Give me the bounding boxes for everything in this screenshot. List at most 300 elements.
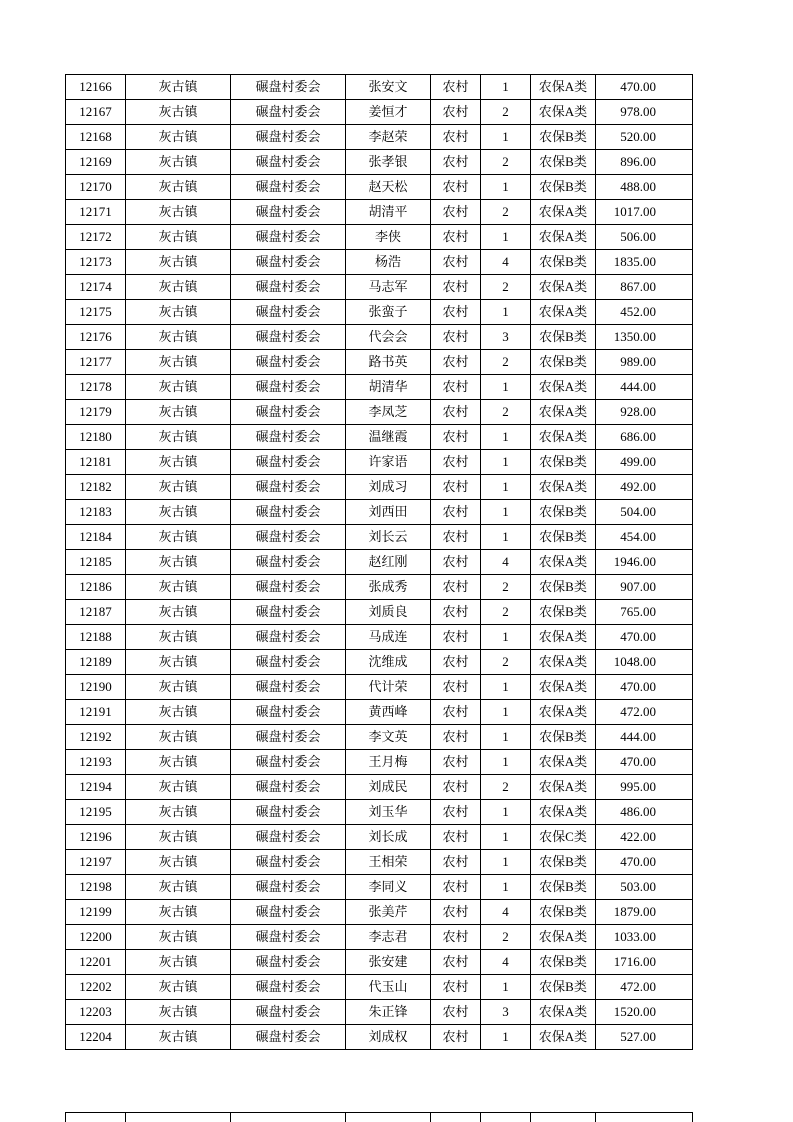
table-cell-member_count: 2: [481, 400, 531, 425]
table-cell-town: 灰古镇: [126, 800, 231, 825]
table-cell-member_count: 1: [481, 500, 531, 525]
table-cell-amount: 499.00: [596, 450, 693, 475]
table-cell-id: 12194: [66, 775, 126, 800]
table-cell-town: 灰古镇: [126, 550, 231, 575]
table-cell-member_count: 4: [481, 900, 531, 925]
table-cell-household_type: 农村: [431, 700, 481, 725]
table-cell-village: 碾盘村委会: [231, 400, 346, 425]
table-cell-amount: 444.00: [596, 725, 693, 750]
table-cell-person_name: 李凤芝: [346, 400, 431, 425]
table-row: [66, 75, 693, 100]
table-cell-id: 12185: [66, 550, 126, 575]
table-cell-amount: 978.00: [596, 100, 693, 125]
table-cell-person_name: 刘成民: [346, 775, 431, 800]
table-row: [66, 325, 693, 350]
table-cell-person_name: 刘西田: [346, 500, 431, 525]
table-cell-insurance_category: 农保B类: [531, 450, 596, 475]
table-cell-id: 12196: [66, 825, 126, 850]
table-cell-insurance_category: 农保B类: [531, 875, 596, 900]
table-cell-household_type: 农村: [431, 550, 481, 575]
table-cell-member_count: 3: [481, 325, 531, 350]
table-cell-person_name: 张成秀: [346, 575, 431, 600]
table-cell-id: 12187: [66, 600, 126, 625]
table-cell-household_type: 农村: [431, 200, 481, 225]
table-cell-insurance_category: 农保B类: [531, 725, 596, 750]
table-cell-person_name: 许家语: [346, 450, 431, 475]
table-cell-id: 12198: [66, 875, 126, 900]
table-cell-village: 碾盘村委会: [231, 125, 346, 150]
table-cell-town: 灰古镇: [126, 900, 231, 925]
table-cell-member_count: 1: [481, 675, 531, 700]
table-cell-household_type: 农村: [431, 825, 481, 850]
table-cell-town: 灰古镇: [126, 250, 231, 275]
table-cell-amount: 470.00: [596, 75, 693, 100]
table-cell-village: 碾盘村委会: [231, 200, 346, 225]
table-cell-insurance_category: 农保A类: [531, 550, 596, 575]
table-cell-member_count: 1: [481, 625, 531, 650]
table-cell: [431, 1113, 481, 1122]
table-row: [66, 950, 693, 975]
table-row: [66, 425, 693, 450]
table-cell-amount: 454.00: [596, 525, 693, 550]
table-cell-amount: 1350.00: [596, 325, 693, 350]
table-row: [66, 500, 693, 525]
table-cell-member_count: 1: [481, 875, 531, 900]
table-cell-amount: 470.00: [596, 625, 693, 650]
table-cell-amount: 503.00: [596, 875, 693, 900]
table-cell-village: 碾盘村委会: [231, 350, 346, 375]
table-cell-village: 碾盘村委会: [231, 925, 346, 950]
table-cell-town: 灰古镇: [126, 125, 231, 150]
table-cell-town: 灰古镇: [126, 875, 231, 900]
table-cell-id: 12172: [66, 225, 126, 250]
table-cell-insurance_category: 农保B类: [531, 850, 596, 875]
table-cell-town: 灰古镇: [126, 600, 231, 625]
table-cell-village: 碾盘村委会: [231, 150, 346, 175]
table-cell-town: 灰古镇: [126, 750, 231, 775]
table-cell-amount: 1033.00: [596, 925, 693, 950]
table-cell-id: 12170: [66, 175, 126, 200]
table-cell-person_name: 代会会: [346, 325, 431, 350]
table-row: [66, 925, 693, 950]
table-row: [66, 675, 693, 700]
table-cell-town: 灰古镇: [126, 150, 231, 175]
table-row: [66, 1113, 693, 1122]
table-cell-household_type: 农村: [431, 250, 481, 275]
table-cell-member_count: 1: [481, 525, 531, 550]
table-cell-member_count: 1: [481, 175, 531, 200]
table-cell-amount: 506.00: [596, 225, 693, 250]
table-cell-town: 灰古镇: [126, 825, 231, 850]
table-cell-household_type: 农村: [431, 950, 481, 975]
table-cell-insurance_category: 农保A类: [531, 625, 596, 650]
table-cell-id: 12173: [66, 250, 126, 275]
table-cell-town: 灰古镇: [126, 525, 231, 550]
table-cell-household_type: 农村: [431, 300, 481, 325]
table-cell-amount: 492.00: [596, 475, 693, 500]
table-row: [66, 575, 693, 600]
table-cell-id: 12169: [66, 150, 126, 175]
table-row: [66, 275, 693, 300]
table-cell-village: 碾盘村委会: [231, 575, 346, 600]
table-cell-amount: 488.00: [596, 175, 693, 200]
table-cell-household_type: 农村: [431, 275, 481, 300]
table-cell-village: 碾盘村委会: [231, 775, 346, 800]
table-cell-amount: 470.00: [596, 850, 693, 875]
table-cell-amount: 444.00: [596, 375, 693, 400]
table-cell-household_type: 农村: [431, 675, 481, 700]
table-cell: [126, 1113, 231, 1122]
table-cell-id: 12200: [66, 925, 126, 950]
table-cell-amount: 1520.00: [596, 1000, 693, 1025]
table-cell-town: 灰古镇: [126, 575, 231, 600]
table-cell-village: 碾盘村委会: [231, 600, 346, 625]
table-cell-amount: 995.00: [596, 775, 693, 800]
table-cell-village: 碾盘村委会: [231, 275, 346, 300]
table-cell-amount: 1835.00: [596, 250, 693, 275]
table-cell-member_count: 1: [481, 425, 531, 450]
table-cell-village: 碾盘村委会: [231, 875, 346, 900]
table-cell-village: 碾盘村委会: [231, 375, 346, 400]
table-cell-town: 灰古镇: [126, 1025, 231, 1050]
table-cell-town: 灰古镇: [126, 975, 231, 1000]
table-cell-id: 12175: [66, 300, 126, 325]
table-cell-household_type: 农村: [431, 725, 481, 750]
table-cell-id: 12188: [66, 625, 126, 650]
table-cell-household_type: 农村: [431, 350, 481, 375]
table-cell-id: 12186: [66, 575, 126, 600]
table-cell-town: 灰古镇: [126, 200, 231, 225]
table-cell-member_count: 2: [481, 350, 531, 375]
table-row: [66, 700, 693, 725]
table-cell-amount: 989.00: [596, 350, 693, 375]
table-cell-amount: 470.00: [596, 750, 693, 775]
table-cell-member_count: 2: [481, 200, 531, 225]
table-cell-town: 灰古镇: [126, 1000, 231, 1025]
table-cell-town: 灰古镇: [126, 425, 231, 450]
table-cell-town: 灰古镇: [126, 225, 231, 250]
table-cell-household_type: 农村: [431, 500, 481, 525]
table-cell-member_count: 2: [481, 600, 531, 625]
table-cell-person_name: 刘长云: [346, 525, 431, 550]
table-cell-insurance_category: 农保A类: [531, 275, 596, 300]
table-cell-amount: 907.00: [596, 575, 693, 600]
table-cell: [596, 1113, 693, 1122]
table-row: [66, 975, 693, 1000]
table-cell-id: 12168: [66, 125, 126, 150]
table-cell-village: 碾盘村委会: [231, 225, 346, 250]
table-cell-insurance_category: 农保B类: [531, 600, 596, 625]
table-cell-village: 碾盘村委会: [231, 500, 346, 525]
table-cell-insurance_category: 农保B类: [531, 350, 596, 375]
table-row: [66, 1025, 693, 1050]
table-cell: [231, 1113, 346, 1122]
partial-row-table: [65, 1112, 693, 1122]
table-cell-member_count: 2: [481, 275, 531, 300]
table-cell-member_count: 4: [481, 550, 531, 575]
table-cell-town: 灰古镇: [126, 625, 231, 650]
table-cell-member_count: 4: [481, 250, 531, 275]
table-cell-amount: 867.00: [596, 275, 693, 300]
table-cell-insurance_category: 农保A类: [531, 1000, 596, 1025]
table-cell-insurance_category: 农保A类: [531, 425, 596, 450]
table-row: [66, 250, 693, 275]
table-cell-id: 12190: [66, 675, 126, 700]
table-cell-person_name: 李同义: [346, 875, 431, 900]
table-cell-town: 灰古镇: [126, 775, 231, 800]
table-cell-insurance_category: 农保A类: [531, 750, 596, 775]
table-cell-village: 碾盘村委会: [231, 1025, 346, 1050]
table-cell-insurance_category: 农保A类: [531, 800, 596, 825]
table-cell-person_name: 路书英: [346, 350, 431, 375]
table-cell-member_count: 1: [481, 475, 531, 500]
table-cell-household_type: 农村: [431, 475, 481, 500]
table-cell-id: 12183: [66, 500, 126, 525]
table-cell-village: 碾盘村委会: [231, 750, 346, 775]
table-cell-insurance_category: 农保A类: [531, 300, 596, 325]
table-cell-member_count: 1: [481, 700, 531, 725]
table-cell-amount: 1879.00: [596, 900, 693, 925]
table-cell-member_count: 1: [481, 850, 531, 875]
table-cell-town: 灰古镇: [126, 375, 231, 400]
table-cell-person_name: 赵天松: [346, 175, 431, 200]
table-cell-village: 碾盘村委会: [231, 1000, 346, 1025]
table-cell-person_name: 代计荣: [346, 675, 431, 700]
table-row: [66, 200, 693, 225]
table-cell-member_count: 1: [481, 725, 531, 750]
table-cell-village: 碾盘村委会: [231, 450, 346, 475]
table-cell-insurance_category: 农保B类: [531, 325, 596, 350]
table-row: [66, 550, 693, 575]
table-cell-id: 12192: [66, 725, 126, 750]
table-cell-village: 碾盘村委会: [231, 425, 346, 450]
table-cell-town: 灰古镇: [126, 700, 231, 725]
table-cell-member_count: 2: [481, 925, 531, 950]
table-cell-id: 12179: [66, 400, 126, 425]
table-cell-amount: 527.00: [596, 1025, 693, 1050]
table-cell-household_type: 农村: [431, 625, 481, 650]
table-cell-member_count: 2: [481, 150, 531, 175]
table-cell-member_count: 1: [481, 125, 531, 150]
table-cell-person_name: 代玉山: [346, 975, 431, 1000]
table-cell-insurance_category: 农保A类: [531, 700, 596, 725]
table-cell-household_type: 农村: [431, 925, 481, 950]
payment-table: [65, 74, 693, 1050]
table-cell-id: 12195: [66, 800, 126, 825]
table-cell-village: 碾盘村委会: [231, 300, 346, 325]
table-cell-village: 碾盘村委会: [231, 475, 346, 500]
table-cell-amount: 686.00: [596, 425, 693, 450]
table-cell-household_type: 农村: [431, 125, 481, 150]
table-cell-household_type: 农村: [431, 750, 481, 775]
table-cell-household_type: 农村: [431, 225, 481, 250]
table-cell-insurance_category: 农保A类: [531, 400, 596, 425]
table-row: [66, 750, 693, 775]
table-cell-village: 碾盘村委会: [231, 950, 346, 975]
table-cell-household_type: 农村: [431, 875, 481, 900]
table-row: [66, 100, 693, 125]
table-cell-id: 12180: [66, 425, 126, 450]
next-page-partial-row: [65, 1112, 693, 1122]
table-cell-village: 碾盘村委会: [231, 825, 346, 850]
table-cell-person_name: 张蛮子: [346, 300, 431, 325]
table-cell-person_name: 张孝银: [346, 150, 431, 175]
table-cell-insurance_category: 农保B类: [531, 125, 596, 150]
table-cell-amount: 452.00: [596, 300, 693, 325]
table-cell-insurance_category: 农保A类: [531, 775, 596, 800]
table-cell-household_type: 农村: [431, 975, 481, 1000]
table-cell-household_type: 农村: [431, 900, 481, 925]
table-cell-person_name: 杨浩: [346, 250, 431, 275]
table-cell-household_type: 农村: [431, 1000, 481, 1025]
table-cell-village: 碾盘村委会: [231, 625, 346, 650]
table-cell-insurance_category: 农保A类: [531, 675, 596, 700]
table-cell-village: 碾盘村委会: [231, 650, 346, 675]
table-cell-village: 碾盘村委会: [231, 725, 346, 750]
table-cell-member_count: 1: [481, 1025, 531, 1050]
table-cell-member_count: 1: [481, 375, 531, 400]
table-row: [66, 600, 693, 625]
table-cell-member_count: 3: [481, 1000, 531, 1025]
table-cell-town: 灰古镇: [126, 175, 231, 200]
table-cell-id: 12171: [66, 200, 126, 225]
table-cell-household_type: 农村: [431, 850, 481, 875]
table-cell-person_name: 温继霞: [346, 425, 431, 450]
table-cell-person_name: 李赵荣: [346, 125, 431, 150]
table-cell-amount: 1946.00: [596, 550, 693, 575]
table-cell-amount: 1017.00: [596, 200, 693, 225]
table-cell-household_type: 农村: [431, 150, 481, 175]
table-cell-household_type: 农村: [431, 450, 481, 475]
table-cell-person_name: 李志君: [346, 925, 431, 950]
table-cell-household_type: 农村: [431, 575, 481, 600]
table-cell-insurance_category: 农保B类: [531, 950, 596, 975]
table-cell-id: 12201: [66, 950, 126, 975]
table-cell-insurance_category: 农保B类: [531, 900, 596, 925]
table-cell-id: 12174: [66, 275, 126, 300]
table-cell-insurance_category: 农保B类: [531, 575, 596, 600]
table-cell-person_name: 马志军: [346, 275, 431, 300]
table-cell-insurance_category: 农保B类: [531, 975, 596, 1000]
table-cell-town: 灰古镇: [126, 350, 231, 375]
table-cell-person_name: 张安建: [346, 950, 431, 975]
table-cell-member_count: 2: [481, 575, 531, 600]
table-cell-person_name: 赵红刚: [346, 550, 431, 575]
table-cell-amount: 472.00: [596, 700, 693, 725]
table-cell-household_type: 农村: [431, 325, 481, 350]
table-cell-village: 碾盘村委会: [231, 975, 346, 1000]
table-cell-village: 碾盘村委会: [231, 900, 346, 925]
table-cell-town: 灰古镇: [126, 75, 231, 100]
table-cell-amount: 928.00: [596, 400, 693, 425]
table-cell-insurance_category: 农保A类: [531, 225, 596, 250]
table-cell: [481, 1113, 531, 1122]
table-cell-insurance_category: 农保A类: [531, 75, 596, 100]
table-row: [66, 825, 693, 850]
table-cell-village: 碾盘村委会: [231, 550, 346, 575]
table-cell-household_type: 农村: [431, 800, 481, 825]
table-cell-person_name: 胡清平: [346, 200, 431, 225]
table-cell-village: 碾盘村委会: [231, 250, 346, 275]
table-cell-village: 碾盘村委会: [231, 700, 346, 725]
table-cell-household_type: 农村: [431, 650, 481, 675]
table-cell-person_name: 朱正锋: [346, 1000, 431, 1025]
table-cell-amount: 1716.00: [596, 950, 693, 975]
table-cell-village: 碾盘村委会: [231, 525, 346, 550]
table-cell-town: 灰古镇: [126, 450, 231, 475]
table-cell-insurance_category: 农保A类: [531, 1025, 596, 1050]
table-cell-amount: 470.00: [596, 675, 693, 700]
table-cell-id: 12193: [66, 750, 126, 775]
table-cell-member_count: 1: [481, 75, 531, 100]
table-cell-id: 12184: [66, 525, 126, 550]
table-cell-insurance_category: 农保B类: [531, 150, 596, 175]
table-cell-amount: 504.00: [596, 500, 693, 525]
table-row: [66, 650, 693, 675]
table-cell-insurance_category: 农保A类: [531, 375, 596, 400]
table-cell-member_count: 1: [481, 225, 531, 250]
table-row: [66, 725, 693, 750]
table-cell-person_name: 王相荣: [346, 850, 431, 875]
table-cell-person_name: 王月梅: [346, 750, 431, 775]
table-cell-member_count: 1: [481, 825, 531, 850]
table-cell-household_type: 农村: [431, 400, 481, 425]
table-row: [66, 875, 693, 900]
table-cell-household_type: 农村: [431, 525, 481, 550]
table-cell-village: 碾盘村委会: [231, 100, 346, 125]
table-cell-insurance_category: 农保A类: [531, 100, 596, 125]
table-cell-person_name: 李文英: [346, 725, 431, 750]
table-cell-person_name: 刘长成: [346, 825, 431, 850]
table-cell-amount: 896.00: [596, 150, 693, 175]
table-cell-member_count: 1: [481, 800, 531, 825]
table-cell-id: 12204: [66, 1025, 126, 1050]
table-cell-town: 灰古镇: [126, 275, 231, 300]
table-cell-id: 12197: [66, 850, 126, 875]
table-cell-amount: 486.00: [596, 800, 693, 825]
table-cell-insurance_category: 农保C类: [531, 825, 596, 850]
table-cell-household_type: 农村: [431, 375, 481, 400]
table-cell-member_count: 1: [481, 750, 531, 775]
table-cell-id: 12177: [66, 350, 126, 375]
table-cell-id: 12181: [66, 450, 126, 475]
table-cell-id: 12166: [66, 75, 126, 100]
table-cell-town: 灰古镇: [126, 300, 231, 325]
table-row: [66, 400, 693, 425]
table-cell-member_count: 1: [481, 975, 531, 1000]
table-cell-person_name: 刘成权: [346, 1025, 431, 1050]
table-cell-town: 灰古镇: [126, 325, 231, 350]
table-cell-town: 灰古镇: [126, 850, 231, 875]
table-cell-household_type: 农村: [431, 100, 481, 125]
table-cell-household_type: 农村: [431, 75, 481, 100]
table-cell-amount: 765.00: [596, 600, 693, 625]
table-row: [66, 375, 693, 400]
table-cell-village: 碾盘村委会: [231, 800, 346, 825]
table-body: [66, 75, 693, 1050]
table-cell-town: 灰古镇: [126, 950, 231, 975]
table-cell-person_name: 刘质良: [346, 600, 431, 625]
table-cell-household_type: 农村: [431, 600, 481, 625]
table-cell-member_count: 2: [481, 100, 531, 125]
table-row: [66, 300, 693, 325]
table-cell-id: 12167: [66, 100, 126, 125]
table-cell-town: 灰古镇: [126, 925, 231, 950]
table-cell-person_name: 张安文: [346, 75, 431, 100]
table-row: [66, 450, 693, 475]
table-cell-town: 灰古镇: [126, 725, 231, 750]
table-cell-town: 灰古镇: [126, 675, 231, 700]
